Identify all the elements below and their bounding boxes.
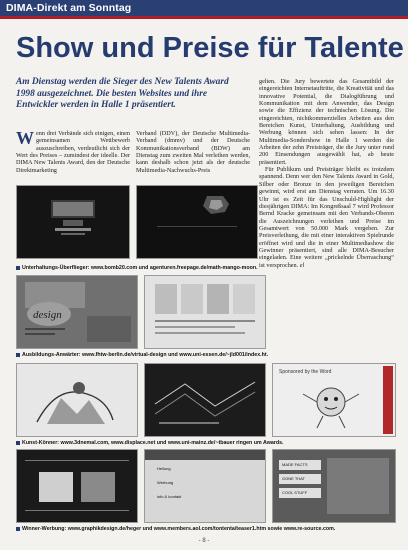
displace-graphic: [145, 364, 265, 436]
bullet-square: [16, 353, 20, 357]
uni-mainz-graphic: [273, 364, 395, 436]
lede: Am Dienstag werden die Sieger des New Talents Award 1998 ausgezeichnet. Die besten Websites und ihre Entwickler werden in Halle 1 präsentiert.: [16, 77, 229, 111]
body-text-2: Verband (DDV), der Deutsche Multimedia-Verband (dmmv) und der Deutsche Kommunikationsverband (BDW) am Dienstag zum zweiten Mal verleihen werden, kann deshalb schon jetzt als der deutsche Multimedia-Nachwuchs-Preis: [136, 130, 250, 174]
screenshot-displace: [144, 363, 266, 437]
menu-item-info-kontakt: info & kontakt: [157, 494, 182, 499]
design-logo-text: design: [33, 309, 62, 321]
screenshot-virtual-design: [16, 275, 138, 349]
caption-row-2: Ausbildungs-Anwärter: www.fhtw-berlin.de/virtual-design und www.uni-essen.de/~jld001/index.ht.: [16, 352, 316, 359]
body-text-3b: Für Publikum und Preisträger bleibt es trotzdem spannend. Denn wer den New Talents Award in Gold, Silber oder Bronze in den jeweiligen Bereichen gewinnt, wird erst am Dienstag verraten. Um 16.30 Uhr ist es Zeit für das Unschuld-Highlight der diesjährigen DIMA: Im Kongreßsaal 7 wird Professor Bernd Kracke gemeinsam mit den Verbands-Oberen die Auszeichnungen verleihen und Preise im Gesamtwert von 50.000 Mark vergeben. Zur Preisverleihung, die mit einer interaktiven Spielrunde eröffnet wird und die in einer Multimediashow die Gewinner präsentiert, sind alle DIMA-Besucher eingeladen. Eine weitere „prickelnde Überraschung“ ist versprochen. el: [259, 166, 394, 269]
virtual-design-graphic: [17, 276, 137, 348]
headline: Show und Preise für Talente: [16, 32, 404, 64]
aol-teaser-graphic: [145, 450, 265, 522]
graphikdesign-graphic: [17, 450, 137, 522]
screenshot-aol-teaser: [144, 449, 266, 523]
screenshot-uni-essen: [144, 275, 266, 349]
body-column-3: [259, 78, 394, 269]
bomb20-graphic: [17, 186, 129, 258]
bullet-square: [16, 527, 20, 531]
screenshot-math-mango-moon: [136, 185, 258, 259]
uni-essen-graphic: [145, 276, 265, 348]
button-cool-stuff: COOL STUFF: [282, 490, 308, 495]
bullet-square: [16, 266, 20, 270]
body-column-2: [136, 130, 250, 174]
body-column-1: [16, 130, 130, 174]
sponsor-title: Sponsored by the Word: [279, 369, 332, 375]
caption-row-4: Winner-Werbung: www.graphikdesign.de/heger und www.members.aol.com/tontenta/teaser1.htm sowie www.re-source.com.: [16, 526, 316, 533]
button-made-facts: MADE FACTS: [282, 462, 308, 467]
screenshot-bomb20: [16, 185, 130, 259]
body-text-1: enn drei Verbände sich einigen, einen gemeinsamen Wettbewerb auszuschreiben, verdeutlicht sich der Wert des Preises – zumindest der ideelle. Der DIMA New Talents Award, den der Deutsche Direktmarketing: [16, 130, 130, 174]
dropcap: W: [16, 128, 34, 148]
screenshot-3dnemal: [16, 363, 138, 437]
button-gone-that: GONE THAT: [282, 476, 305, 481]
screenshot-uni-mainz: [272, 363, 396, 437]
page-number: - 8 -: [198, 538, 210, 544]
menu-item-heilung: Heilung: [157, 466, 171, 471]
screenshot-graphikdesign: [16, 449, 138, 523]
3dnemal-graphic: [17, 364, 137, 436]
screenshot-re-source: [272, 449, 396, 523]
caption-row-3: Kunst-Könner: www.3dnemal.com, www.displace.net und www.uni-mainz.de/~tbauer ringen um Awards.: [16, 440, 316, 447]
menu-item-werbung: Werbung: [157, 480, 174, 485]
body-text-3a: gelten. Die Jury bewertete das Gesamtbild der eingereichten Internetauftritte, die Kreativität und das innovative Potential, die Dialogführung und Kommunikation mit dem Anwender, das Design sowie die Effizienz der technischen Lösung. Die eingereichten, nichtkommerziellen Arbeiten aus den Bereichen Kunst, Unterhaltung, Ausbildung und Werbung können sich sehen lassen: In der Multimedia-Sondershow in Halle 1 werden die Arbeiten der zehn Preisträger, die die Jury unter rund 200 Einsendungen ausgewählt hat, ab heute präsentiert.: [259, 78, 394, 166]
re-source-graphic: [273, 450, 395, 522]
section-label: DIMA-Direkt am Sonntag: [6, 2, 132, 14]
math-mango-graphic: [137, 186, 257, 258]
header-bar: [0, 0, 408, 19]
bullet-square: [16, 441, 20, 445]
author-signature: el: [299, 261, 305, 269]
caption-row-1: Unterhaltungs-Überflieger: www.bomb20.com und agenturen.freepage.de/math-mango-moon.: [16, 265, 316, 272]
